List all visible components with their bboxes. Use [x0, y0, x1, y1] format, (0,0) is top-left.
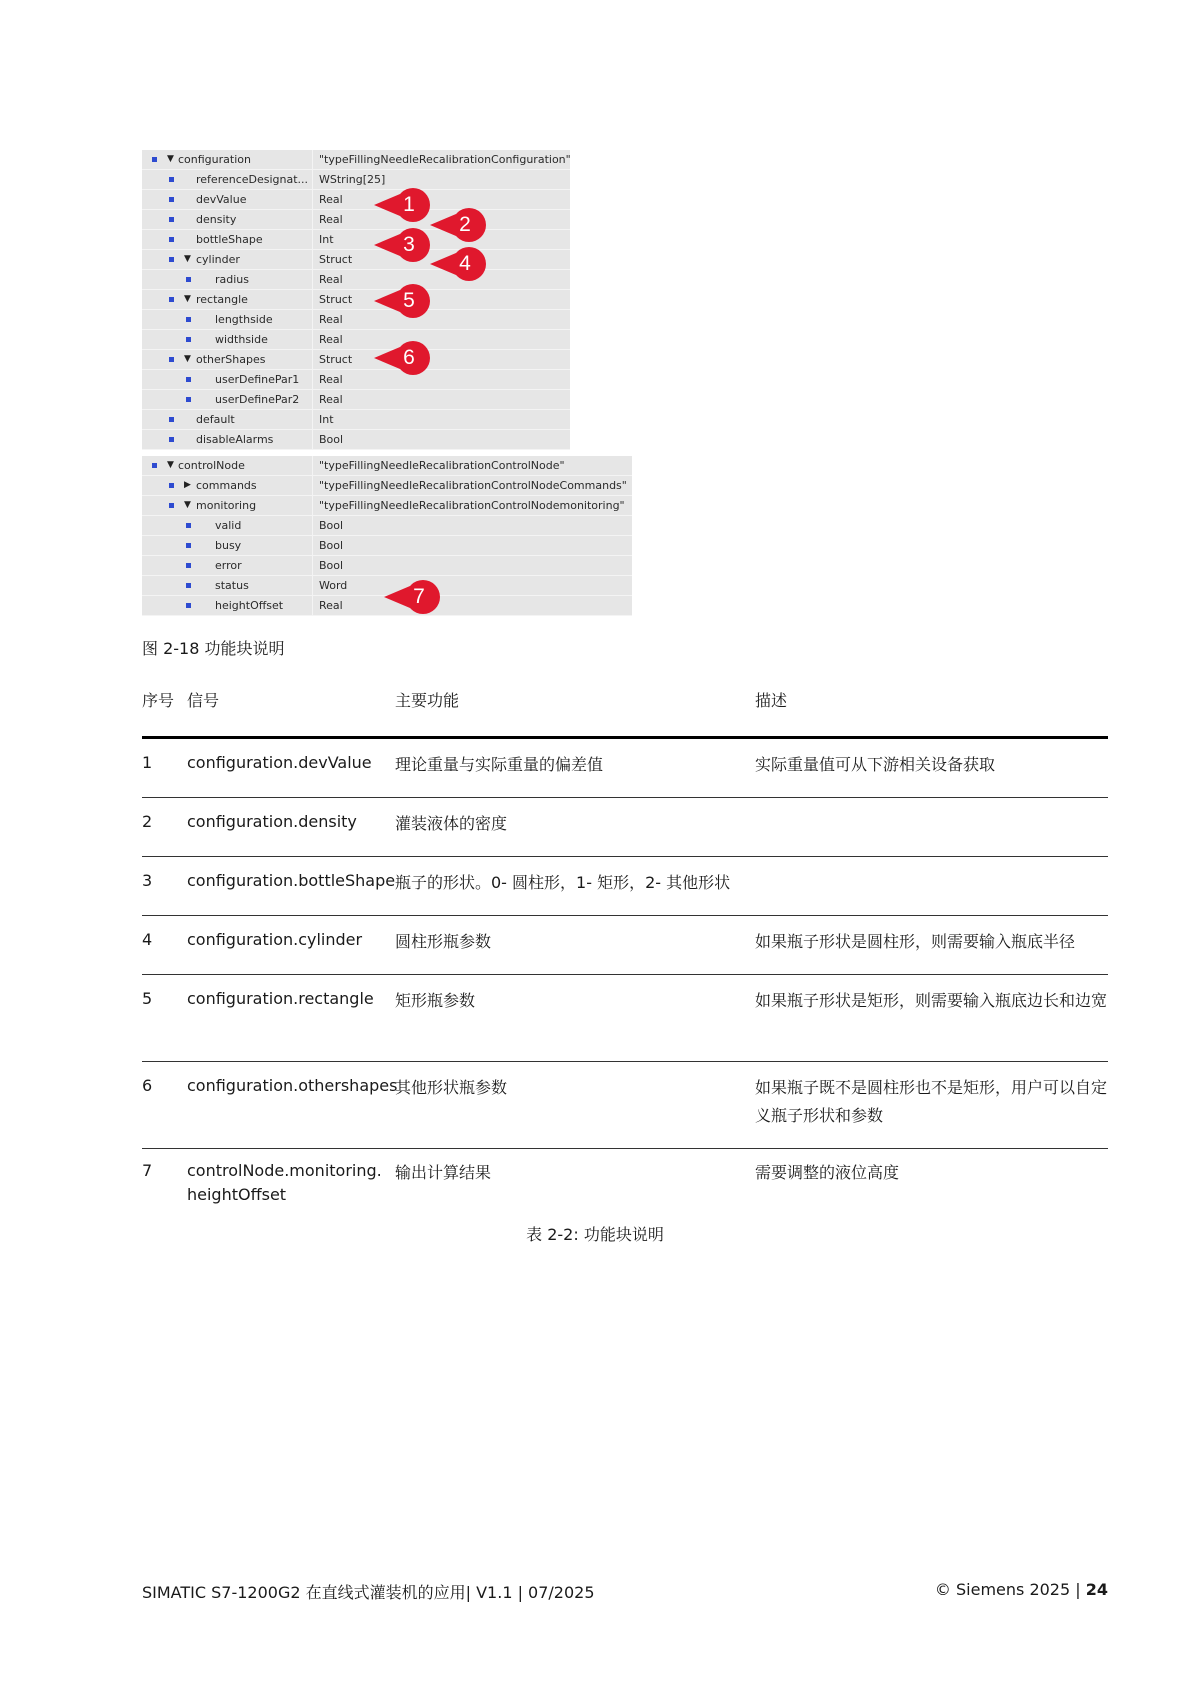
- member-bullet-icon: [169, 503, 174, 508]
- row-no: 5: [142, 989, 153, 1008]
- table-row: [142, 739, 1108, 798]
- row-signal: controlNode.monitoring. heightOffset: [187, 1161, 382, 1204]
- member-bullet-icon: [152, 157, 157, 162]
- member-name: rectangle: [196, 293, 248, 306]
- member-type: Real: [319, 373, 343, 386]
- member-type: WString[25]: [319, 173, 386, 186]
- member-name: density: [196, 213, 237, 226]
- tree-row[interactable]: [142, 170, 570, 190]
- member-type: Bool: [319, 519, 344, 532]
- member-name: widthside: [215, 333, 268, 346]
- column-divider: [312, 210, 313, 229]
- row-no: 2: [142, 812, 153, 831]
- callout-marker-4: 4: [428, 247, 486, 281]
- member-type: Real: [319, 393, 343, 406]
- member-bullet-icon: [169, 297, 174, 302]
- table-row: [142, 1149, 1108, 1219]
- column-divider: [312, 290, 313, 309]
- tree-row[interactable]: [142, 556, 632, 576]
- figure-caption: 图 2-18 功能块说明: [142, 639, 285, 658]
- row-signal: configuration.density: [187, 812, 357, 831]
- callout-marker-6: 6: [372, 341, 430, 375]
- row-no: 6: [142, 1076, 153, 1095]
- member-bullet-icon: [186, 523, 191, 528]
- row-description: 需要调整的液位高度: [755, 1163, 900, 1182]
- member-name: otherShapes: [196, 353, 266, 366]
- column-divider: [312, 170, 313, 189]
- callout-marker-3: 3: [372, 228, 430, 262]
- member-type: Int: [319, 233, 334, 246]
- configuration-tree-screenshot: [142, 150, 570, 450]
- expand-caret-icon[interactable]: ▼: [184, 354, 191, 364]
- row-no: 1: [142, 753, 153, 772]
- column-divider: [312, 270, 313, 289]
- member-type: Real: [319, 273, 343, 286]
- tree-row[interactable]: [142, 250, 570, 270]
- row-function: 瓶子的形状。0- 圆柱形，1- 矩形，2- 其他形状: [395, 873, 731, 892]
- member-type: "typeFillingNeedleRecalibrationConfiguration": [319, 153, 571, 166]
- row-no: 3: [142, 871, 153, 890]
- member-type: Int: [319, 413, 334, 426]
- header-no: 序号: [142, 691, 175, 710]
- column-divider: [312, 350, 313, 369]
- member-type: Real: [319, 193, 343, 206]
- row-signal: configuration.bottleShape: [187, 871, 396, 890]
- column-divider: [312, 330, 313, 349]
- column-divider: [312, 536, 313, 555]
- row-signal: configuration.cylinder: [187, 930, 363, 949]
- column-divider: [312, 230, 313, 249]
- collapse-caret-icon[interactable]: ▶: [184, 480, 191, 490]
- member-name: status: [215, 579, 249, 592]
- callout-marker-1: 1: [372, 188, 430, 222]
- member-bullet-icon: [169, 417, 174, 422]
- footer-copyright-text: © Siemens 2025 |: [934, 1580, 1081, 1599]
- member-bullet-icon: [186, 543, 191, 548]
- footer-copyright: [935, 1580, 1108, 1599]
- member-bullet-icon: [152, 463, 157, 468]
- column-divider: [312, 390, 313, 409]
- expand-caret-icon[interactable]: ▼: [184, 254, 191, 264]
- tree-row[interactable]: [142, 410, 570, 430]
- tree-row[interactable]: [142, 310, 570, 330]
- member-bullet-icon: [169, 217, 174, 222]
- member-type: Struct: [319, 353, 353, 366]
- tree-row[interactable]: [142, 190, 570, 210]
- header-description: 描述: [755, 691, 788, 710]
- member-name: userDefinePar2: [215, 393, 300, 406]
- member-type: "typeFillingNeedleRecalibrationControlNodeCommands": [319, 479, 627, 492]
- column-divider: [312, 250, 313, 269]
- member-type: Word: [319, 579, 348, 592]
- column-divider: [312, 556, 313, 575]
- member-name: monitoring: [196, 499, 257, 512]
- member-bullet-icon: [186, 377, 191, 382]
- member-name: commands: [196, 479, 257, 492]
- row-no: 4: [142, 930, 153, 949]
- member-name: cylinder: [196, 253, 240, 266]
- table-row: [142, 975, 1108, 1062]
- column-divider: [312, 190, 313, 209]
- tree-row[interactable]: [142, 496, 632, 516]
- tree-row[interactable]: [142, 150, 570, 170]
- column-divider: [312, 310, 313, 329]
- tree-row[interactable]: [142, 370, 570, 390]
- table-row: [142, 857, 1108, 916]
- column-divider: [312, 150, 313, 169]
- member-type: Bool: [319, 433, 344, 446]
- tree-row[interactable]: [142, 230, 570, 250]
- table-header-row: [142, 680, 1108, 739]
- row-signal: configuration.othershapes: [187, 1076, 398, 1095]
- member-type: Real: [319, 213, 343, 226]
- row-signal: configuration.devValue: [187, 753, 372, 772]
- member-name: error: [215, 559, 242, 572]
- column-divider: [312, 496, 313, 515]
- tree-row[interactable]: [142, 536, 632, 556]
- callout-marker-7: 7: [382, 580, 440, 614]
- tree-row[interactable]: [142, 270, 570, 290]
- member-name: heightOffset: [215, 599, 284, 612]
- header-function: 主要功能: [395, 691, 460, 710]
- member-name: configuration: [178, 153, 251, 166]
- tree-row[interactable]: [142, 330, 570, 350]
- callout-marker-5: 5: [372, 284, 430, 318]
- member-bullet-icon: [186, 277, 191, 282]
- member-name: default: [196, 413, 235, 426]
- column-divider: [312, 516, 313, 535]
- header-signal: 信号: [187, 691, 220, 710]
- member-type: Real: [319, 599, 343, 612]
- row-function: 输出计算结果: [395, 1163, 492, 1182]
- tree-row[interactable]: [142, 430, 570, 450]
- row-signal: configuration.rectangle: [187, 989, 374, 1008]
- tree-row[interactable]: [142, 210, 570, 230]
- column-divider: [312, 576, 313, 595]
- column-divider: [312, 370, 313, 389]
- member-bullet-icon: [186, 397, 191, 402]
- tree-row[interactable]: [142, 476, 632, 496]
- member-name: busy: [215, 539, 242, 552]
- member-bullet-icon: [186, 603, 191, 608]
- expand-caret-icon[interactable]: ▼: [167, 460, 174, 470]
- table-caption: 表 2-2: 功能块说明: [526, 1225, 664, 1244]
- member-name: controlNode: [178, 459, 245, 472]
- member-name: disableAlarms: [196, 433, 274, 446]
- expand-caret-icon[interactable]: ▼: [184, 500, 191, 510]
- row-function: 圆柱形瓶参数: [395, 932, 492, 951]
- member-bullet-icon: [169, 357, 174, 362]
- row-no: 7: [142, 1161, 153, 1180]
- member-bullet-icon: [169, 257, 174, 262]
- page-number: 24: [1085, 1580, 1108, 1599]
- member-type: Real: [319, 313, 343, 326]
- table-row: [142, 1062, 1108, 1149]
- row-function: 灌装液体的密度: [395, 814, 508, 833]
- row-description: 实际重量值可从下游相关设备获取: [755, 755, 996, 774]
- column-divider: [312, 596, 313, 615]
- column-divider: [312, 456, 313, 475]
- tree-row[interactable]: [142, 290, 570, 310]
- expand-caret-icon[interactable]: ▼: [184, 294, 191, 304]
- expand-caret-icon[interactable]: ▼: [167, 154, 174, 164]
- tree-row[interactable]: [142, 516, 632, 536]
- row-description: 如果瓶子形状是矩形，则需要输入瓶底边长和边宽: [755, 991, 1108, 1010]
- member-name: bottleShape: [196, 233, 263, 246]
- member-bullet-icon: [186, 337, 191, 342]
- member-type: "typeFillingNeedleRecalibrationControlNode": [319, 459, 565, 472]
- member-type: Bool: [319, 539, 344, 552]
- tree-row[interactable]: [142, 456, 632, 476]
- callout-marker-2: 2: [428, 208, 486, 242]
- row-function: 矩形瓶参数: [395, 991, 476, 1010]
- table-row: [142, 798, 1108, 857]
- tree-row[interactable]: [142, 350, 570, 370]
- member-type: Struct: [319, 293, 353, 306]
- member-bullet-icon: [169, 237, 174, 242]
- tree-row[interactable]: [142, 390, 570, 410]
- function-block-table: [142, 680, 1108, 1219]
- member-bullet-icon: [186, 317, 191, 322]
- member-name: valid: [215, 519, 242, 532]
- row-description: 如果瓶子既不是圆柱形也不是矩形，用户可以自定义瓶子形状和参数: [755, 1078, 1108, 1125]
- member-type: Struct: [319, 253, 353, 266]
- table-row: [142, 916, 1108, 975]
- member-name: userDefinePar1: [215, 373, 300, 386]
- member-bullet-icon: [169, 437, 174, 442]
- member-type: Real: [319, 333, 343, 346]
- row-function: 理论重量与实际重量的偏差值: [395, 755, 604, 774]
- footer-title: SIMATIC S7-1200G2 在直线式灌装机的应用| V1.1 | 07/2025: [142, 1583, 595, 1602]
- member-bullet-icon: [169, 177, 174, 182]
- column-divider: [312, 430, 313, 449]
- member-name: devValue: [196, 193, 247, 206]
- member-bullet-icon: [186, 583, 191, 588]
- row-function: 其他形状瓶参数: [395, 1078, 508, 1097]
- column-divider: [312, 410, 313, 429]
- member-bullet-icon: [169, 483, 174, 488]
- member-type: Bool: [319, 559, 344, 572]
- member-type: "typeFillingNeedleRecalibrationControlNodemonitoring": [319, 499, 625, 512]
- member-name: radius: [215, 273, 250, 286]
- member-bullet-icon: [186, 563, 191, 568]
- member-name: referenceDesignat...: [196, 173, 308, 186]
- column-divider: [312, 476, 313, 495]
- row-description: 如果瓶子形状是圆柱形，则需要输入瓶底半径: [755, 932, 1076, 951]
- member-bullet-icon: [169, 197, 174, 202]
- member-name: lengthside: [215, 313, 273, 326]
